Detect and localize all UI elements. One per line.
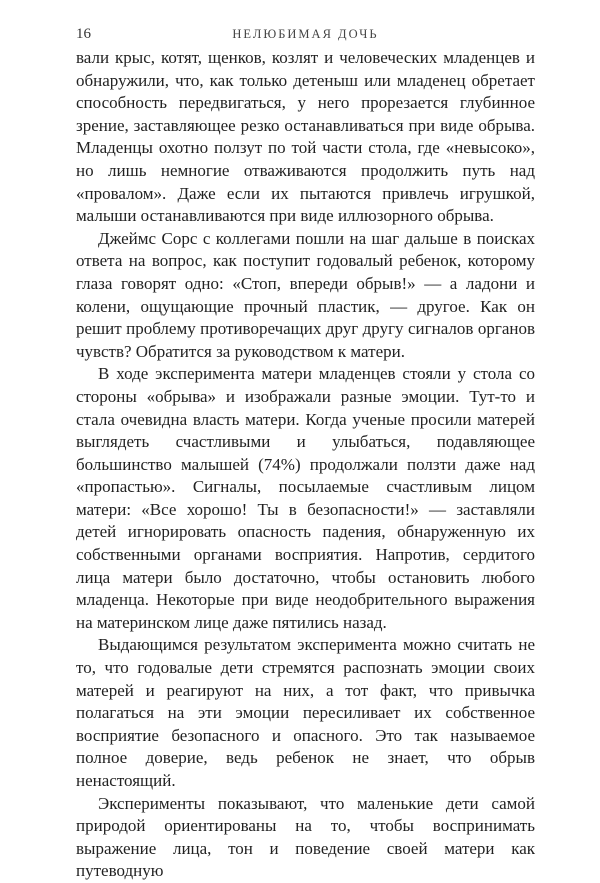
paragraph: вали крыс, котят, щенков, козлят и человеческих младенцев и обнаружили, что, как только детеныш или младенец обретает способность передвигаться, у него прорезается глубинное зрение, заставляющее резко останавливаться при виде обрыва. Младенцы охотно ползут по той части стола, где «невысоко», но лишь немногие отваживаются продолжить путь над «провалом». Даже если их пытаются привлечь игрушкой, малыши останавливаются при виде иллюзорного обрыва. [76, 48, 535, 226]
paragraph: Выдающимся результатом эксперимента можно считать не то, что годовалые дети стремятся распознать эмоции своих матерей и реагируют на них, а тот факт, что привычка полагаться на эти эмоции пересиливает их собственное восприятие безопасного и опасного. Это так называемое полное доверие, ведь ребенок не знает, что обрыв ненастоящий. [76, 635, 535, 790]
running-title: НЕЛЮБИМАЯ ДОЧЬ [232, 27, 379, 41]
paragraph: Джеймс Сорс с коллегами пошли на шаг дальше в поисках ответа на вопрос, как поступит годовалый ребенок, которому глаза говорят одно: «Стоп, впереди обрыв!» — а ладони и колени, ощущающие прочный пластик, — другое. Как он решит проблему противоречащих друг другу сигналов органов чувств? Обратится за руководством к матери. [76, 228, 535, 361]
page-header [76, 26, 535, 46]
paragraph: Эксперименты показывают, что маленькие дети самой природой ориентированы на то, чтобы воспринимать выражение лица, тон и поведение своей матери как путеводную [76, 793, 535, 881]
paragraph: В ходе эксперимента матери младенцев стояли у стола со стороны «обрыва» и изображали разные эмоции. Тут-то и стала очевидна власть матери. Когда ученые просили матерей выглядеть счастливыми и улыбаться, подавляющее большинство малышей (74%) продолжали ползти даже над «пропастью». Сигналы, посылаемые счастливым лицом матери: «Все хорошо! Ты в безопасности!» — заставляли детей игнорировать опасность падения, обнаруженную их собственными органами восприятия. Напротив, сердитого лица матери было достаточно, чтобы остановить любого младенца. Некоторые при виде неодобрительного выражения на материнском лице даже пятились назад. [76, 364, 535, 632]
page-number: 16 [76, 26, 91, 42]
body-text [76, 47, 535, 883]
